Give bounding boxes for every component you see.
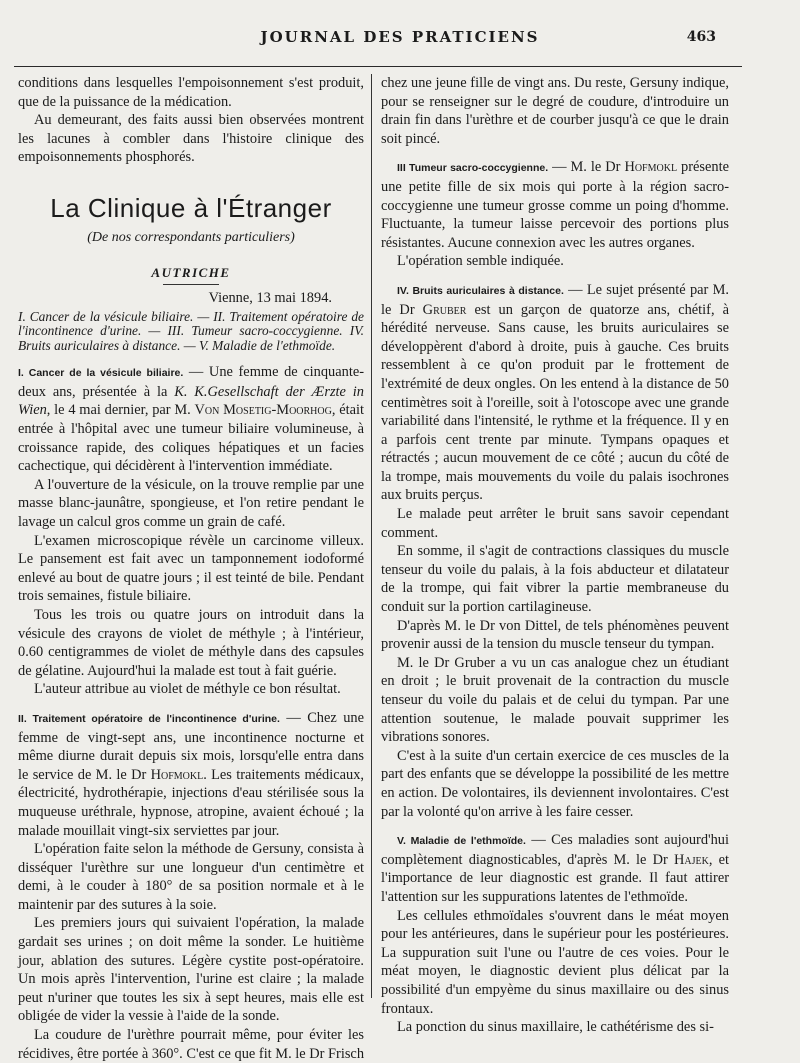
region-heading: AUTRICHE	[151, 264, 231, 280]
column-divider	[371, 74, 372, 998]
right-column	[381, 74, 729, 1034]
case-paragraph: L'opération faite selon la méthode de Gersuny, consista à disséquer l'urèthre sur une longueur d'un centimètre et demi, à le couder à 180° de sa position normale et à le maintenir par des sutures à la soie.	[18, 841, 364, 913]
spacer	[381, 271, 729, 281]
spacer	[18, 699, 364, 709]
case-paragraph: La coudure de l'urèthre pourrait même, pour éviter les récidives, être portée à 360°. C'est ce que fit M. le Dr Frisch	[18, 1027, 365, 1062]
case-paragraph: Tous les trois ou quatre jours on introduit dans la vésicule des crayons de violet de méthyle ; à l'intérieur, 0.60 centigrammes de violet de méthyle dans des capsules de gélatine. Aujourd'hui la malade est tout à fait guérie.	[18, 606, 364, 679]
case-heading: IV. Bruits auriculaires à distance.	[397, 284, 564, 297]
case-paragraph: II. Traitement opératoire de l'incontinence d'urine. — Chez une femme de vingt-sept ans, une incontinence nocturne et même diurne durait depuis six mois, lorsqu'elle entra dans le service de M. le Dr Hofmokl. Les traitements médicaux, électricité, hydrothérapie, injections d'eau stérilisée sous la muqueuse uréthrale, hypnose, atropine, avaient échoué ; la malade mouillait vingt-six serviettes par jour.	[18, 709, 364, 839]
journal-title: JOURNAL DES PRATICIENS	[260, 28, 540, 46]
case-paragraph: C'est à la suite d'un certain exercice de ces muscles de la part des enfants que se développe la possibilité de les mettre en action. De volontaires, ils deviennent involontaires. C'est par la volonté qu'on arrive à les faire cesser.	[381, 747, 729, 820]
section-subtitle: (De nos correspondants particuliers)	[87, 229, 295, 245]
society-name: K. K.Gesellschaft der Ærzte in Wien	[18, 383, 364, 419]
case-paragraph: Les cellules ethmoïdales s'ouvrent dans le méat moyen pour les antérieures, dans le supérieur pour les postérieures. La suppuration suit l'une ou l'autre de ces voies. Pour le méat moyen, le diagnostic devient plus délicat par la possibilité d'un empyème du sinus maxillaire ou des sinus frontaux.	[381, 907, 729, 1017]
surgeon-name: Hofmokl	[624, 159, 678, 176]
spacer	[381, 821, 729, 831]
case-paragraph: En somme, il s'agit de contractions classiques du muscle tenseur du voile du palais, à la fois abducteur et dilatateur de la trompe, qui fait vibrer la partie membraneuse du conduit sur la portion cartilagineuse.	[381, 543, 729, 616]
surgeon-name: Hajek	[673, 851, 709, 868]
case-paragraph: D'après M. le Dr von Dittel, de tels phénomènes peuvent provenir aussi de la tension du muscle tenseur du tympan.	[381, 617, 729, 653]
surgeon-name: Von Mosetig-Moorhog	[194, 402, 332, 419]
dateline: Vienne, 13 mai 1894.	[208, 290, 332, 307]
continuation-paragraph: conditions dans lesquelles l'empoisonnement s'est produit, que de la puissance de la médication.	[18, 75, 364, 110]
case-paragraph: Les premiers jours qui suivaient l'opération, la malade gardait ses urines ; on doit même la sonder. Le huitième jour, ablation des sutures. Légère cystite post-opératoire. Un mois après l'intervention, l'urine est claire ; la malade peut n'uriner que toutes les six à sept heures, mais elle est obligée de vider la vessie à l'aide de la sonde.	[18, 915, 364, 1025]
case-paragraph: M. le Dr Gruber a vu un cas analogue chez un étudiant en droit ; le bruit provenait de la contraction du muscle tenseur du voile du palais et de celui du tympan. Par une attention soutenue, le malade pouvait supprimer les vibrations sonores.	[381, 654, 729, 746]
case-paragraph: La ponction du sinus maxillaire, le cathétérisme des si-	[397, 1019, 714, 1036]
region-rule	[163, 284, 219, 285]
spacer	[381, 148, 729, 158]
header-rule	[14, 66, 742, 67]
surgeon-name: Hofmokl	[150, 766, 204, 783]
case-paragraph: L'opération semble indiquée.	[397, 253, 564, 270]
case-heading: III Tumeur sacro-coccygienne.	[397, 162, 549, 175]
case-paragraph: III Tumeur sacro-coccygienne. — M. le Dr Hofmokl présente une petite fille de six mois qui porte à la région sacro-coccygienne une tumeur grosse comme un poing d'homme. Fluctuante, la tumeur laisse percevoir des portions plus résistantes. Aucune connexion avec les autres organes.	[381, 159, 729, 251]
continuation-paragraph: Au demeurant, des faits aussi bien observées montrent les lacunes à combler dans l'histoire clinique des empoisonnements phosphorés.	[18, 112, 364, 166]
case-paragraph: I. Cancer de la vésicule biliaire. — Une femme de cinquante-deux ans, présentée à la K. K.Gesellschaft der Ærzte in Wien, le 4 mai dernier, par M. Von Mosetig-Moorhog, était entrée à l'hôpital avec une tumeur biliaire volumineuse, à croissance rapide, des coliques hépatiques et un facies cachectique, qui décidèrent à l'intervention immédiate.	[18, 364, 364, 475]
case-paragraph: A l'ouverture de la vésicule, on la trouve remplie par une masse blanc-jaunâtre, spongieuse, et l'on retire pendant le lavage un calcul gros comme un grain de café.	[18, 476, 364, 530]
case-paragraph: L'examen microscopique révèle un carcinome villeux. Le pansement est fait avec un tamponnement iodoformé enlevé au bout de quatre jours ; il est teinté de bile. Pendant trois semaines, fistule biliaire.	[18, 532, 364, 605]
surgeon-name: Gruber	[422, 301, 467, 318]
page-number: 463	[686, 29, 716, 45]
section-title: La Clinique à l'Étranger	[50, 192, 332, 223]
case-paragraph: Le malade peut arrêter le bruit sans savoir cependant comment.	[381, 506, 729, 541]
left-column	[18, 74, 365, 1062]
case-paragraph: IV. Bruits auriculaires à distance. — Le sujet présenté par M. le Dr Gruber est un garçon de quatorze ans, chétif, à hérédité nerveuse. Sans cause, les bruits auriculaires se développèrent d'abord à droite, puis à gauche. Ces bruits ressemblent à ce qu'on produit par le frottement de l'extrémité de deux ongles. On les entend à la distance de 50 centimètres soit à l'oreille, soit à l'otoscope avec une grande variabilité dans l'intensité, le rythme et la fréquence. Il y en a parfois cent trente par minute. Tympans opaques et rétractés ; aucun mouvement de ce côté ; aucun du côté de la trompe, mais mouvements du voile du palais isochrones aux bruits perçus.	[381, 281, 730, 504]
case-heading: II. Traitement opératoire de l'incontinence d'urine.	[18, 712, 280, 725]
section-summary: I. Cancer de la vésicule biliaire. — II. Traitement opératoire de l'incontinence d'urine. — III. Tumeur sacro-coccygienne. IV. Bruits auriculaires à distance. — V. Maladie de l'ethmoïde.	[18, 308, 364, 353]
case-paragraph: V. Maladie de l'ethmoïde. — Ces maladies sont aujourd'hui complètement diagnosticables, d'après M. le Dr Hajek, et l'importance de leur diagnostic est grande. Il faut attirer l'attention sur les suppurations latentes de l'ethmoïde.	[381, 832, 729, 905]
continuation-paragraph: chez une jeune fille de vingt ans. Du reste, Gersuny indique, pour se renseigner sur le degré de coudure, d'introduire un drain fin dans l'urèthre et de courber jusqu'à ce que le drain soit pincé.	[381, 75, 729, 147]
case-paragraph: L'auteur attribue au violet de méthyle ce bon résultat.	[34, 681, 341, 698]
case-heading: V. Maladie de l'ethmoïde.	[397, 835, 526, 848]
running-header	[0, 28, 800, 50]
case-heading: I. Cancer de la vésicule biliaire.	[18, 367, 184, 380]
